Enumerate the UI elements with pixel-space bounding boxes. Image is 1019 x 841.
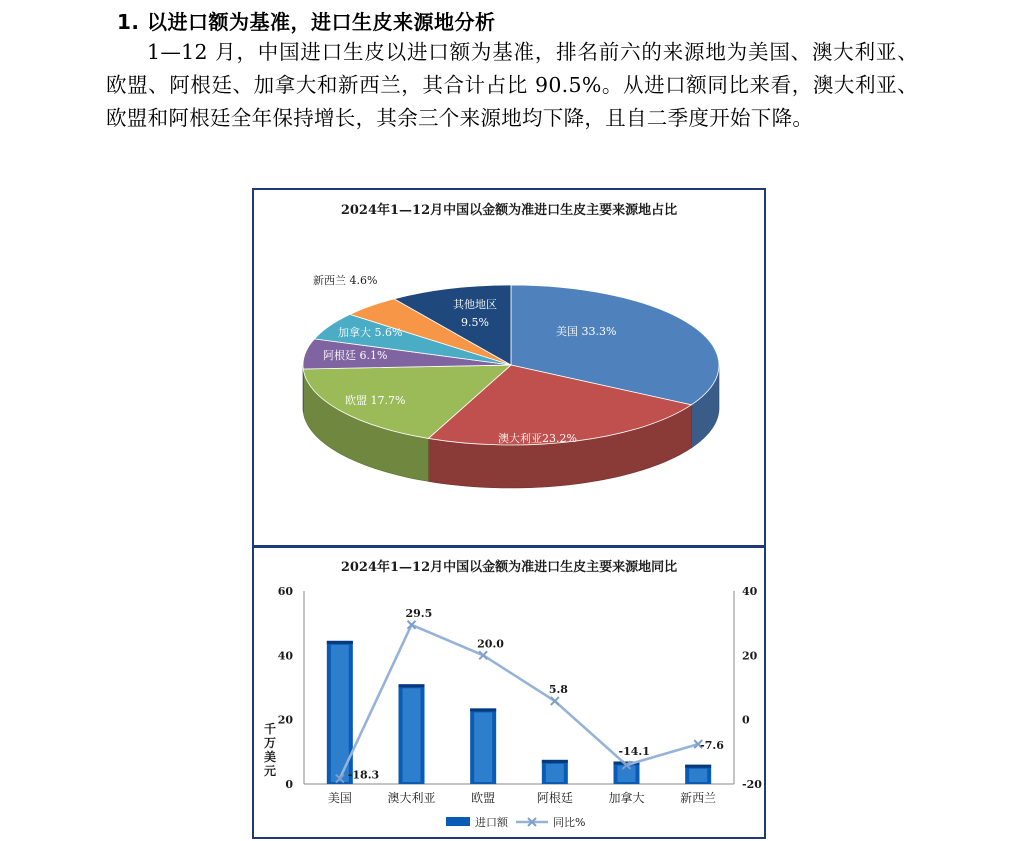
pie-title: 2024年1—12月中国以金额为准进口生皮主要来源地占比 xyxy=(340,203,678,218)
bar-highlight-美国 xyxy=(331,645,349,782)
pie-label-阿根廷: 阿根廷 6.1% xyxy=(323,349,388,362)
left-axis-label: 千万美元 xyxy=(264,722,277,778)
legend-bar-label: 进口额 xyxy=(475,816,508,829)
yoy-label-澳大利亚: 29.5 xyxy=(405,606,433,620)
right-tick-20: 20 xyxy=(742,649,758,663)
yoy-label-美国: -18.3 xyxy=(347,768,380,782)
category-label-加拿大: 加拿大 xyxy=(608,791,645,805)
bar-澳大利亚 xyxy=(399,684,425,784)
pie-chart-panel xyxy=(252,188,766,547)
pie-tops xyxy=(303,285,719,445)
bar-line-chart xyxy=(254,548,764,837)
left-tick-20: 20 xyxy=(277,713,293,727)
bar-欧盟 xyxy=(470,708,496,784)
bar-cap-欧盟 xyxy=(470,708,496,711)
bar-美国 xyxy=(327,641,353,784)
pie-label-美国: 美国 33.3% xyxy=(556,325,617,338)
legend-bar-swatch xyxy=(446,817,470,826)
legend xyxy=(446,815,585,829)
pie-label-新西兰: 新西兰 4.6% xyxy=(313,274,378,287)
category-label-欧盟: 欧盟 xyxy=(471,791,496,805)
yoy-label-阿根廷: 5.8 xyxy=(548,683,568,697)
right-tick-0: 0 xyxy=(742,713,750,727)
left-tick-0: 0 xyxy=(285,778,293,791)
bar-highlight-澳大利亚 xyxy=(403,688,421,782)
yoy-label-欧盟: 20.0 xyxy=(477,637,504,651)
category-label-澳大利亚: 澳大利亚 xyxy=(387,791,436,805)
yoy-label-加拿大: -14.1 xyxy=(618,745,650,759)
right-tick--20: -20 xyxy=(742,778,762,791)
bar-title: 2024年1—12月中国以金额为准进口生皮主要来源地同比 xyxy=(340,560,678,575)
left-tick-40: 40 xyxy=(277,649,293,663)
category-label-美国: 美国 xyxy=(327,791,352,805)
pie-label-澳大利亚: 澳大利亚23.2% xyxy=(498,432,577,445)
section-paragraph: 1—12 月，中国进口生皮以进口额为基准，排名前六的来源地为美国、澳大利亚、欧盟、阿根廷、加拿大和新西兰，其合计占比 90.5%。从进口额同比来看，澳大利亚、欧盟和阿根廷全年保持增长，其余三个来源地均下降，且自二季度开始下降。 xyxy=(106,40,918,130)
section-heading: 1. 以进口额为基准，进口生皮来源地分析 xyxy=(117,10,496,34)
legend-line-label: 同比% xyxy=(553,816,586,829)
bar-highlight-阿根廷 xyxy=(546,764,564,782)
category-label-新西兰: 新西兰 xyxy=(680,791,717,805)
bar-highlight-新西兰 xyxy=(689,769,707,782)
right-tick-40: 40 xyxy=(742,585,758,598)
pie-chart xyxy=(254,190,764,545)
category-label-阿根廷: 阿根廷 xyxy=(536,791,573,805)
bar-line-chart-panel xyxy=(252,546,766,839)
pie-label-other-name: 其他地区 xyxy=(453,298,497,311)
yoy-marker-阿根廷 xyxy=(551,697,559,705)
bar-cap-新西兰 xyxy=(685,765,711,768)
bar-cap-澳大利亚 xyxy=(399,684,425,687)
bar-cap-阿根廷 xyxy=(542,760,568,763)
pie-label-other-pct: 9.5% xyxy=(461,316,489,329)
pie-label-欧盟: 欧盟 17.7% xyxy=(345,394,406,407)
yoy-label-新西兰: -7.6 xyxy=(700,739,724,753)
bar-highlight-欧盟 xyxy=(474,712,492,782)
left-tick-60: 60 xyxy=(277,585,293,598)
bar-阿根廷 xyxy=(542,760,568,784)
bar-highlight-加拿大 xyxy=(618,765,636,782)
bar-新西兰 xyxy=(685,765,711,784)
pie-label-加拿大: 加拿大 5.6% xyxy=(338,326,403,339)
bar-cap-美国 xyxy=(327,641,353,644)
